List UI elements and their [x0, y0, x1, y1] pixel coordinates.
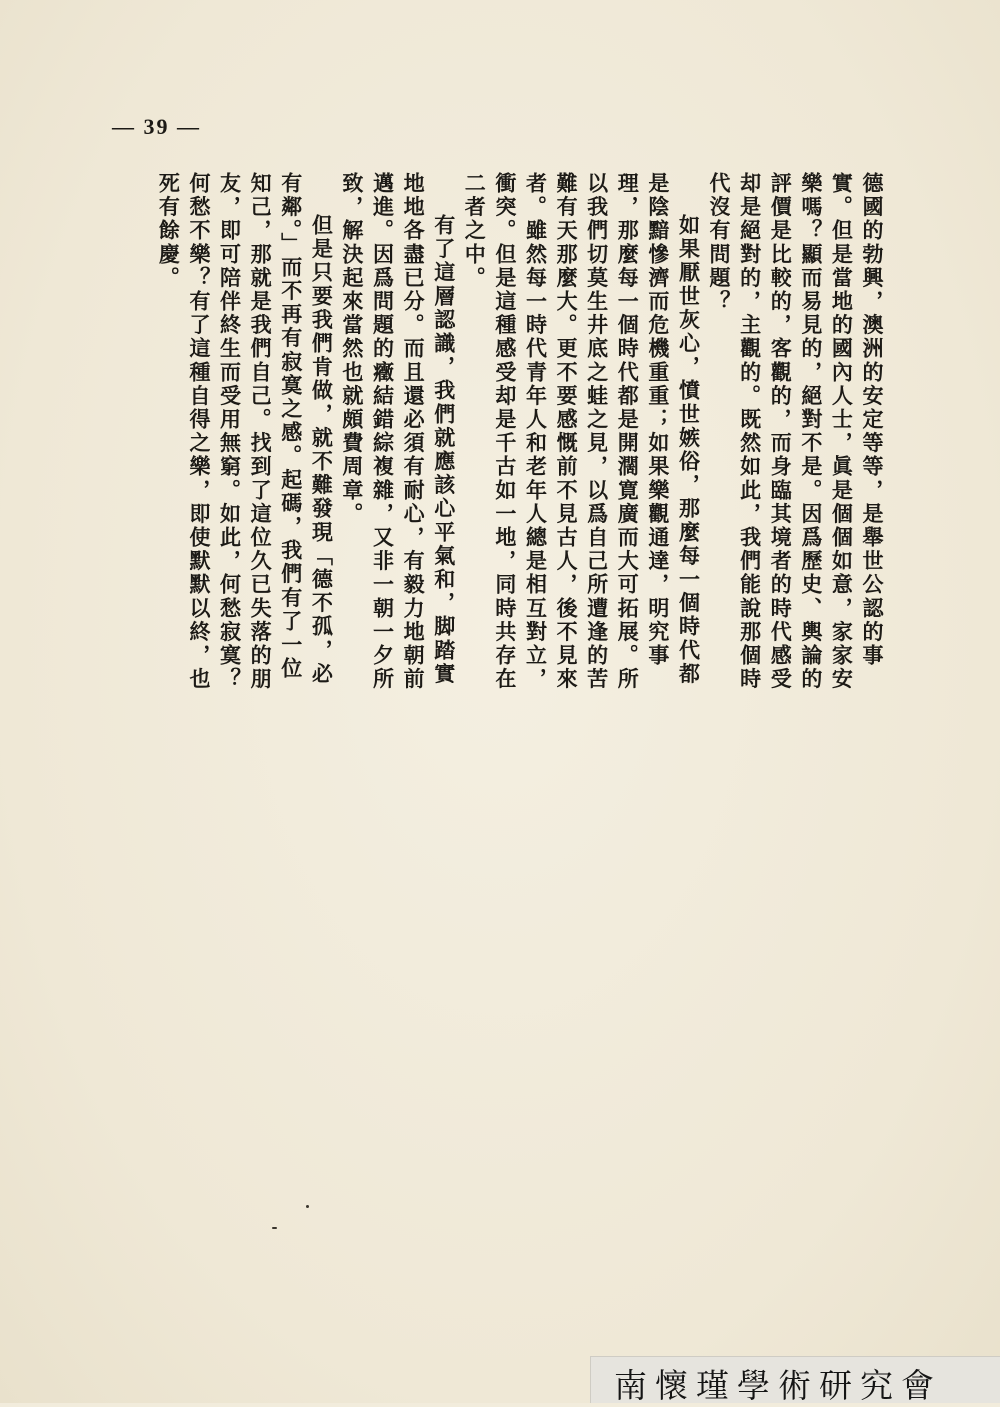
- paper-speck: [306, 1205, 309, 1208]
- paragraph: 有了這層認識，我們就應該心平氣和，脚踏實地地各盡已分。而且還必須有耐心，有毅力地朝前邁進。因爲問題的癥結錯綜複雜，又非一朝一夕所致，解決起來當然也就頗費周章。: [339, 172, 456, 692]
- paragraph: 德國的勃興，澳洲的安定等等，是舉世公認的事實。但是當地的國內人士，眞是個個如意，家家安樂嗎？顯而易見的，絕對不是。因爲歷史、輿論的評價是比較的，客觀的，而身臨其境者的時代感受却是絕對的，主觀的。既然如此，我們能說那個時代沒有問題？: [707, 172, 884, 692]
- paragraph: 但是只要我們肯做，就不難發現「德不孤，必有鄰。」而不再有寂寞之感。起碼，我們有了一位知己，那就是我們自己。找到了這位久已失落的朋友，即可陪伴終生而受用無窮。如此，何愁寂寞？何愁不樂？有了這種自得之樂，即使默默以終，也死有餘慶。: [156, 172, 334, 692]
- paragraph: 如果厭世灰心，憤世嫉俗，那麼每一個時代都是陰黯慘濟而危機重重；如果樂觀通達，明究事理，那麼每一個時代都是開濶寛廣而大可拓展。所以我們切莫生井底之蛙之見，以爲自己所遭逢的苦難有天那麼大。更不要感慨前不見古人，後不見來者。雖然每一時代青年人和老年人總是相互對立，衝突。但是這種感受却是千古如一地，同時共存在二者之中。: [462, 172, 701, 692]
- watermark-text: 南懷瑾學術研究會: [614, 1366, 942, 1405]
- body-text: [112, 172, 887, 692]
- page-number: — 39 —: [112, 114, 201, 139]
- paper-speck: [272, 1227, 277, 1229]
